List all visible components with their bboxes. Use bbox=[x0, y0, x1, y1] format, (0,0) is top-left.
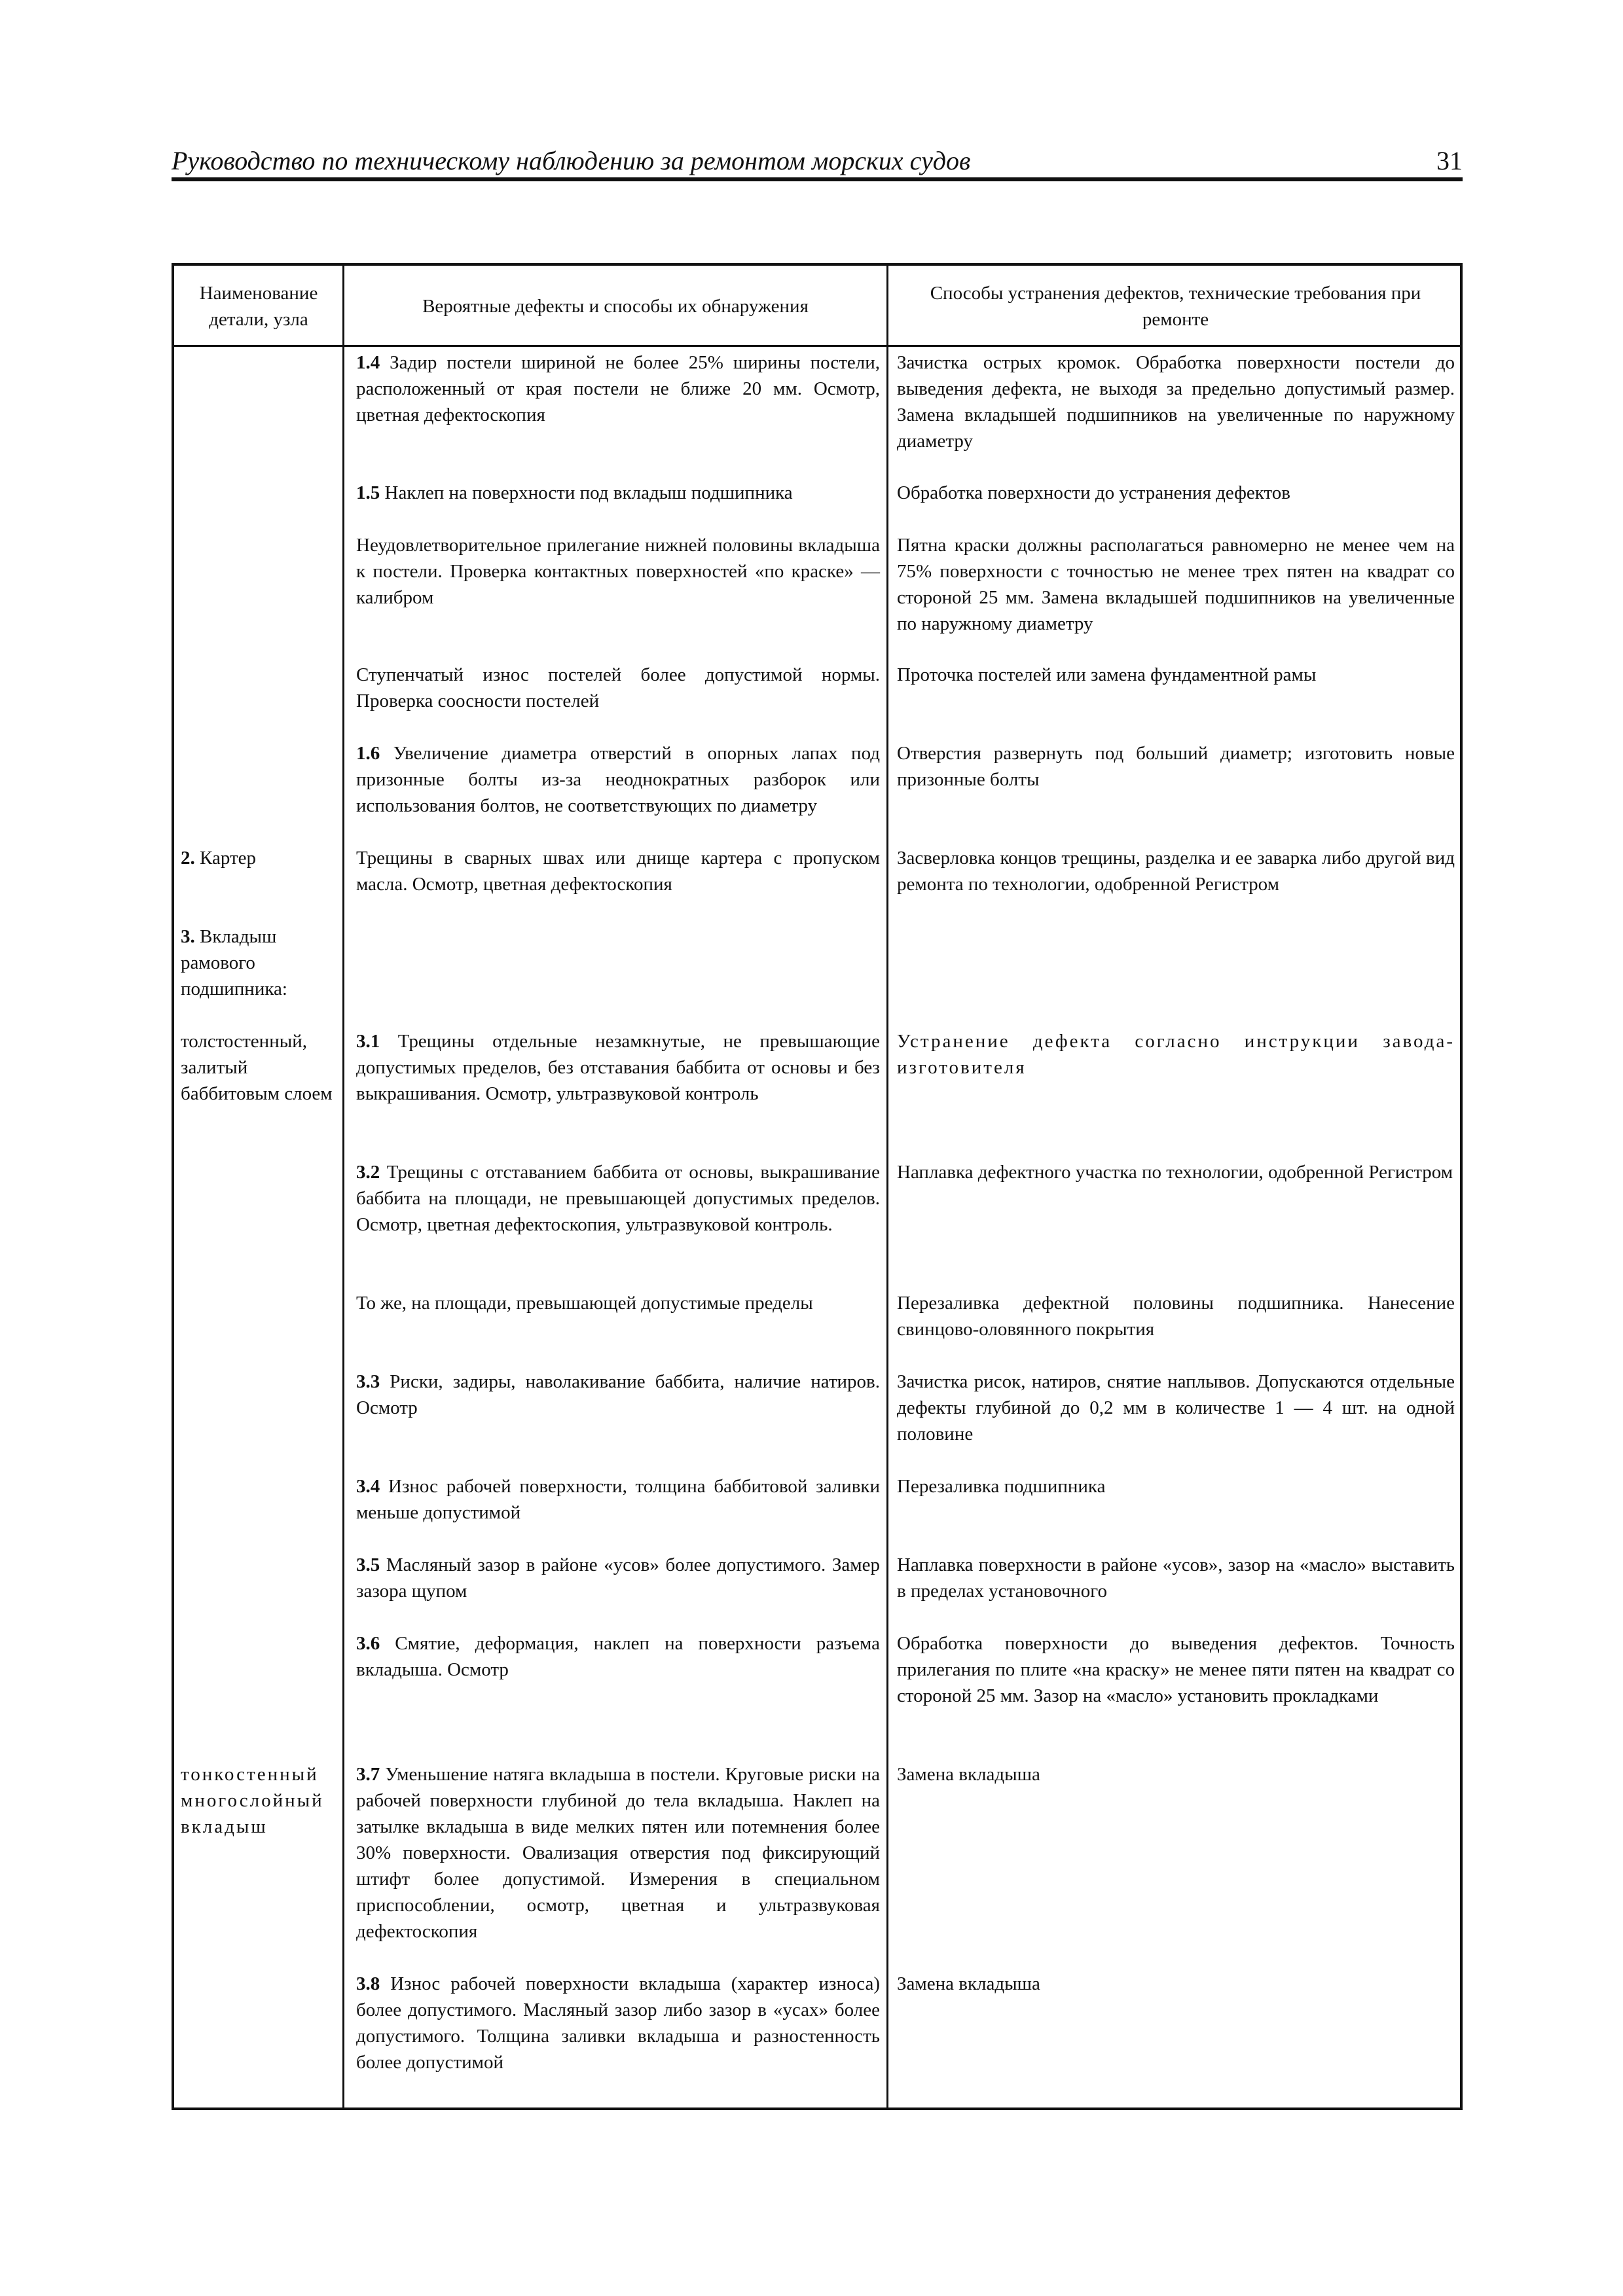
remedy-cell: Проточка постелей или замена фундаментной рамы bbox=[897, 664, 1317, 685]
defect-cell bbox=[356, 1971, 880, 2075]
column-header-defects: Вероятные дефекты и способы их обнаружения bbox=[422, 296, 809, 317]
defect-cell bbox=[356, 480, 880, 506]
defects-table bbox=[172, 263, 1463, 2110]
defect-text: Трещины отдельные незамкнутые, не превышающие допустимых пределов, без отставания баббита от основы и без выкрашивания. Осмотр, ультразвуковой контроль bbox=[356, 1031, 881, 1104]
header-rule bbox=[172, 177, 1463, 181]
remedy-cell: Засверловка концов трещины, разделка и ее заварка либо другой вид ремонта по технологии, одобренной Регистром bbox=[897, 848, 1455, 895]
column-divider bbox=[342, 266, 344, 2108]
running-header bbox=[172, 145, 1463, 182]
item-number: 3.7 bbox=[356, 1764, 380, 1785]
defect-cell bbox=[356, 1028, 880, 1107]
defect-cell bbox=[356, 1473, 880, 1526]
defect-cell bbox=[356, 740, 880, 819]
document-title: Руководство по техническому наблюдению за ремонтом морских судов bbox=[172, 146, 971, 175]
defect-cell: То же, на площади, превышающей допустимые пределы bbox=[356, 1293, 813, 1314]
remedy-cell: Обработка поверхности до устранения дефектов bbox=[897, 482, 1290, 503]
remedy-cell: Обработка поверхности до выведения дефектов. Точность прилегания по плите «на краску» не менее пяти пятен на квадрат со стороной 25 мм. Зазор на «масло» установить прокладками bbox=[897, 1633, 1455, 1706]
defect-cell: Ступенчатый износ постелей более допустимой нормы. Проверка соосности постелей bbox=[356, 664, 880, 711]
page-number: 31 bbox=[1436, 146, 1463, 175]
defect-text: Смятие, деформация, наклеп на поверхности разъема вкладыша. Осмотр bbox=[356, 1633, 881, 1680]
part-name: Картер bbox=[200, 848, 256, 869]
defect-text: Наклеп на поверхности под вкладыш подшипника bbox=[384, 482, 793, 503]
defect-cell: Неудовлетворительное прилегание нижней половины вкладыша к постели. Проверка контактных поверхностей «по краске» — калибром bbox=[356, 535, 880, 608]
part-name: Вкладыш рамового подшипника: bbox=[181, 926, 287, 999]
defect-cell bbox=[356, 350, 880, 428]
remedy-cell: Наплавка дефектного участка по технологии, одобренной Регистром bbox=[897, 1162, 1453, 1183]
part-cell bbox=[181, 924, 340, 1002]
remedy-cell: Перезаливка дефектной половины подшипника. Нанесение свинцово-оловянного покрытия bbox=[897, 1293, 1455, 1340]
item-number: 3.6 bbox=[356, 1633, 380, 1654]
column-header-remedies: Способы устранения дефектов, технические требования при ремонте bbox=[930, 283, 1421, 330]
table-header bbox=[174, 266, 1460, 347]
remedy-cell: Пятна краски должны располагаться равномерно не менее чем на 75% поверхности с точностью не менее трех пятен на квадрат со стороной 25 мм. Замена вкладышей подшипников на увеличенные по наружному диаметру bbox=[897, 535, 1455, 634]
defect-cell bbox=[356, 1630, 880, 1683]
item-number: 3.2 bbox=[356, 1162, 380, 1183]
defect-text: Трещины с отставанием баббита от основы, выкрашивание баббита на площади, не превышающей допустимых пределов. Осмотр, цветная дефектоскопия, ультразвуковой контроль. bbox=[356, 1162, 880, 1235]
item-number: 1.6 bbox=[356, 743, 380, 764]
remedy-cell: Перезаливка подшипника bbox=[897, 1476, 1106, 1497]
defect-text: Риски, задиры, наволакивание баббита, наличие натиров. Осмотр bbox=[356, 1371, 880, 1418]
item-number: 3.1 bbox=[356, 1031, 380, 1052]
remedy-cell: Замена вкладыша bbox=[897, 1764, 1040, 1785]
defect-cell bbox=[356, 1159, 880, 1238]
item-number: 1.4 bbox=[356, 352, 380, 373]
defect-text: Износ рабочей поверхности, толщина баббитовой заливки меньше допустимой bbox=[356, 1476, 881, 1523]
item-number: 1.5 bbox=[356, 482, 380, 503]
defect-cell bbox=[356, 1761, 880, 1945]
remedy-cell: Зачистка острых кромок. Обработка поверхности постели до выведения дефекта, не выходя за предельно допустимый размер. Замена вкладышей подшипников на увеличенные по наружному диаметру bbox=[897, 352, 1455, 452]
remedy-cell: Зачистка рисок, натиров, снятие наплывов. Допускаются отдельные дефекты глубиной до 0,2 мм в количестве 1 — 4 шт. на одной половине bbox=[897, 1371, 1455, 1444]
defect-cell bbox=[356, 1552, 880, 1604]
item-number: 3.3 bbox=[356, 1371, 380, 1392]
item-number: 3.8 bbox=[356, 1973, 380, 1994]
part-cell: толстостенный, залитый баббитовым слоем bbox=[181, 1031, 333, 1104]
remedy-cell: Отверстия развернуть под больший диаметр; изготовить новые призонные болты bbox=[897, 743, 1455, 790]
defect-cell bbox=[356, 1369, 880, 1421]
defect-text: Задир постели шириной не более 25% ширины постели, расположенный от края постели не ближе 20 мм. Осмотр, цветная дефектоскопия bbox=[356, 352, 880, 425]
remedy-cell: Наплавка поверхности в районе «усов», зазор на «масло» выставить в пределах установочного bbox=[897, 1554, 1455, 1602]
column-header-part: Наименование детали, узла bbox=[199, 283, 318, 330]
item-number: 3.5 bbox=[356, 1554, 380, 1575]
part-cell bbox=[181, 845, 340, 871]
part-number: 3. bbox=[181, 926, 195, 947]
defect-cell: Трещины в сварных швах или днище картера с пропуском масла. Осмотр, цветная дефектоскопия bbox=[356, 848, 880, 895]
defect-text: Масляный зазор в районе «усов» более допустимого. Замер зазора щупом bbox=[356, 1554, 881, 1602]
defect-text: Уменьшение натяга вкладыша в постели. Круговые риски на рабочей поверхности глубиной до тела вкладыша. Наклеп на затылке вкладыша в виде мелких пятен или потемнения более 30% поверхности. Овализация отверстия под фиксирующий штифт более допустимой. Измерения в специальном приспособлении, осмотр, цветная и ультразвуковая дефектоскопия bbox=[356, 1764, 881, 1942]
defect-text: Увеличение диаметра отверстий в опорных лапах под призонные болты из-за неоднократных разборок или использования болтов, не соответствующих по диаметру bbox=[356, 743, 881, 816]
remedy-cell: Устранение дефекта согласно инструкции завода-изготовителя bbox=[897, 1031, 1455, 1078]
defect-text: Износ рабочей поверхности вкладыша (характер износа) более допустимого. Масляный зазор либо зазор в «усах» более допустимого. Толщина заливки вкладыша и разностенность более допустимой bbox=[356, 1973, 880, 2073]
item-number: 3.4 bbox=[356, 1476, 380, 1497]
column-divider bbox=[886, 266, 888, 2108]
part-cell: тонкостенный многослойный вкладыш bbox=[181, 1764, 324, 1837]
remedy-cell: Замена вкладыша bbox=[897, 1973, 1040, 1994]
part-number: 2. bbox=[181, 848, 195, 869]
